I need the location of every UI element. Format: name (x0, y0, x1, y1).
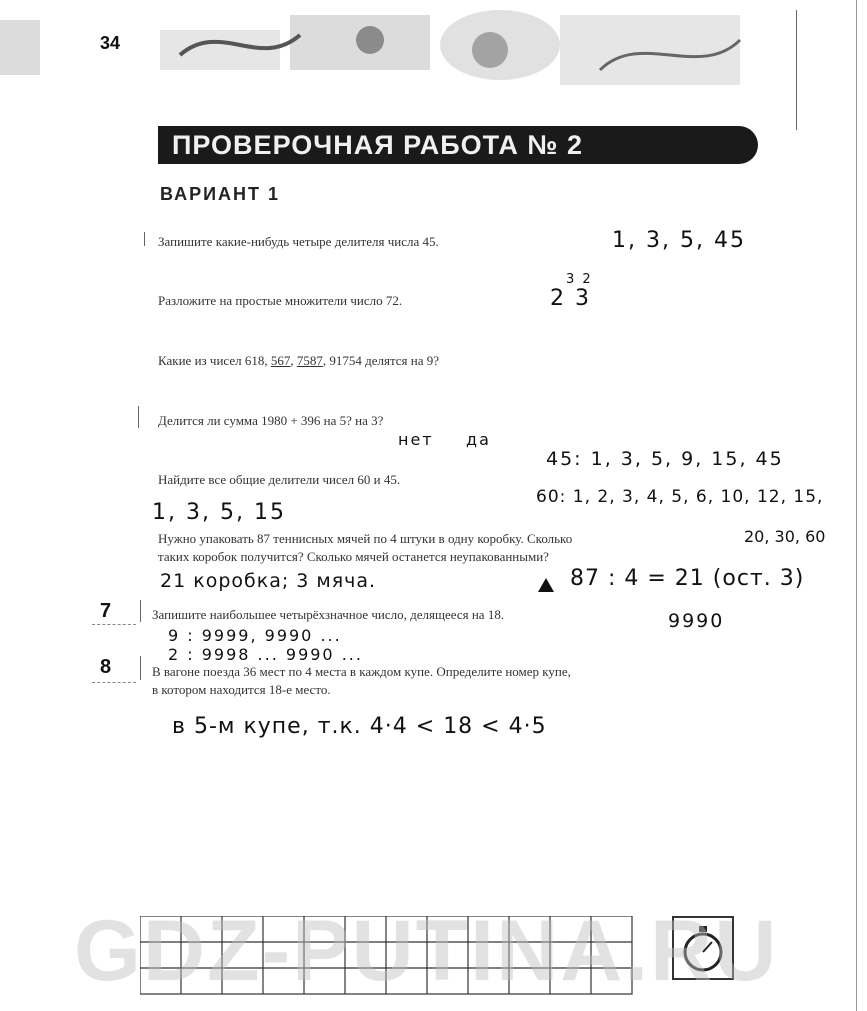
task-8-answer: в 5-м купе, т.к. 4·4 < 18 < 4·5 (172, 714, 547, 739)
task-2-text: Разложите на простые множители число 72. (158, 293, 403, 308)
task-3-part-e: , 91754 делятся на 9? (322, 353, 440, 368)
task-5-divisors-60: 60: 1, 2, 3, 4, 5, 6, 10, 12, 15, (536, 487, 824, 507)
margin-mark-4 (138, 406, 139, 428)
task-7-bracket (140, 600, 141, 622)
task-6-text-line2: таких коробок получится? Сколько мячей останется неупакованными? (158, 549, 549, 564)
task-3-part-a: Какие из чисел 618, (158, 353, 271, 368)
page-right-border (856, 0, 857, 1011)
right-edge-line (796, 10, 797, 130)
watermark: GDZ-PUTINA.RU (74, 903, 779, 999)
variant-heading: ВАРИАНТ 1 (160, 184, 281, 204)
triangle-icon (538, 578, 554, 592)
task-6-text-line1: Нужно упаковать 87 теннисных мячей по 4 штуки в одну коробку. Сколько (158, 531, 573, 546)
task-3-part-c: , (290, 353, 297, 368)
task-3-underlined-7587: 7587 (296, 353, 323, 368)
margin-mark-1 (144, 232, 145, 246)
header-ornament (0, 0, 867, 95)
task-3-text (158, 353, 439, 369)
task-7-number: 7 (100, 600, 112, 622)
task-8-number-underline (92, 682, 136, 683)
page-number: 34 (100, 33, 121, 53)
task-3-underlined-567: 567 (270, 353, 291, 368)
task-6-work: 87 : 4 = 21 (ост. 3) (570, 566, 805, 591)
task-4-text: Делится ли сумма 1980 + 396 на 5? на 3? (158, 413, 384, 428)
task-2-answer: 2 3 (550, 286, 591, 311)
task-5-divisors-60-cont: 20, 30, 60 (744, 527, 826, 546)
task-8-text-line1: В вагоне поезда 36 мест по 4 места в каждом купе. Определите номер купе, (152, 664, 571, 679)
task-4-answer-yes: да (466, 430, 491, 449)
task-7-work-2: 2 : 9998 ... 9990 ... (168, 645, 363, 664)
task-5-text: Найдите все общие делители чисел 60 и 45. (158, 472, 401, 487)
header-strip (0, 0, 867, 95)
task-8-bracket (140, 656, 141, 680)
task-5-divisors-45: 45: 1, 3, 5, 9, 15, 45 (546, 448, 784, 470)
task-2-exponents: 3 2 (566, 272, 593, 287)
task-7-number-underline (92, 624, 136, 625)
task-1-text: Запишите какие-нибудь четыре делителя числа 45. (158, 234, 439, 249)
task-8-text-line2: в котором находится 18-е место. (152, 682, 331, 697)
task-7-work-1: 9 : 9999, 9990 ... (168, 626, 342, 645)
task-4-answer-no: нет (398, 430, 434, 449)
task-7-text: Запишите наибольшее четырёхзначное число, делящееся на 18. (152, 607, 505, 622)
task-1-answer: 1, 3, 5, 45 (612, 228, 746, 253)
title-banner (158, 126, 758, 164)
task-5-answer: 1, 3, 5, 15 (152, 500, 286, 525)
task-8-number: 8 (100, 656, 112, 678)
task-7-answer: 9990 (668, 610, 725, 632)
task-6-answer: 21 коробка; 3 мяча. (160, 570, 377, 592)
page-title: ПРОВЕРОЧНАЯ РАБОТА № 2 (172, 130, 584, 160)
